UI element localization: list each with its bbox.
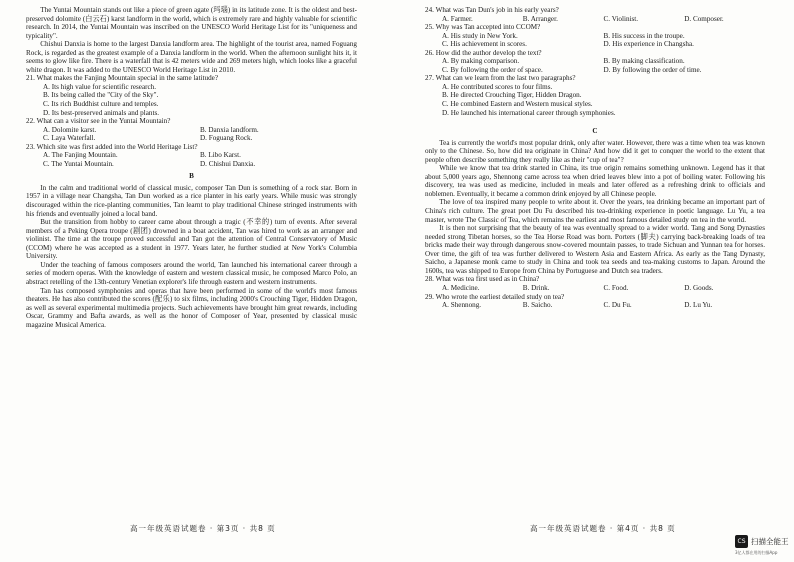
q29-option-b: B. Saicho. (522, 301, 553, 310)
tan-dun-paragraph-3: Under the teaching of famous composers around the world, Tan launched his international career through a series of modern operas. With the knowledge of eastern and western classical music, he composed Marco Polo, an abstract retelling of the 13th-century Venetian explorer's life through eastern and western instruments. (26, 260, 357, 286)
q29-option-d: D. Lu Yu. (684, 301, 713, 310)
question-25: 25. Why was Tan accepted into CCOM? (425, 23, 541, 32)
q26-options (442, 57, 765, 74)
tea-paragraph-1: Tea is currently the world's most popular drink, only after water. However, there was a time when tea was known only to the Chinese. So, how did tea originate in China? And how did it get to conquer the world to the extent that people often describe something they really like as their "cup of tea"? (425, 138, 765, 164)
tan-dun-paragraph-4: Tan has composed symphonies and operas that have been performed in some of the world's most famous theaters. He has also contributed the scores (配乐) to six films, including 2000's Crouching Tiger, Hidden Dragon, as well as several experimental multimedia projects. Such achievements have brought him great rewards, including Oscar, Grammy and Bafta awards, as well as the honor of Composer of Year, presented by classical music magazine Musical America. (26, 286, 357, 329)
question-26: 26. How did the author develop the text? (425, 48, 542, 57)
q24-option-b: B. Arranger. (522, 14, 558, 23)
q21-option-a: A. Its high value for scientific research. (43, 82, 157, 91)
q27-option-a: A. He contributed scores to four films. (442, 82, 553, 91)
watermark-subtitle: 3亿人都在用的扫描App (735, 550, 778, 555)
question-24: 24. What was Tan Dun's job in his early years? (425, 6, 559, 14)
q23-option-c: C. The Yuntai Mountain. (43, 159, 114, 168)
scanner-watermark (735, 533, 791, 558)
q24-option-a: A. Farmer. (442, 14, 473, 23)
tan-dun-paragraph-2: But the transition from hobby to career came about through a tragic (不幸的) turn of events. After several members of a Peking Opera troupe (剧团) drowned in a boat accident, Tan was hired to work as an arranger and violinist. The time at the troupe proved successful and Tan got the attention of Central Conservatory of Music (CCOM) where he was accepted as a student in 1977. Years later, he further studied at New York's Columbia University. (26, 218, 357, 261)
left-page (26, 6, 357, 329)
section-c-heading: C (592, 127, 598, 136)
danxia-paragraph: Chishui Danxia is home to the largest Danxia landform area. The highlight of the tourist area, named Foguang Rock, is regarded as the greatest example of a Danxia landform in the world. When the afternoon sunlight hits it, it seems to glow like fire. There is a waterfall that is 42 meters wide and 269 meters high, which looks like a graceful white dragon. It was added to the UNESCO World Heritage List in 2010. (26, 40, 357, 74)
q29-options (442, 301, 765, 310)
question-27: 27. What can we learn from the last two paragraphs? (425, 74, 576, 83)
q23-options (43, 151, 357, 168)
q21-option-b: B. Its being called the "City of the Sky". (43, 91, 159, 100)
q24-options (442, 15, 765, 24)
q28-option-b: B. Drink. (522, 283, 550, 292)
q26-option-a: A. By making comparison. (442, 57, 520, 66)
question-28: 28. What was tea first used as in China? (425, 275, 540, 284)
watermark-name: 扫描全能王 (751, 537, 789, 546)
q27-option-c: C. He combined Eastern and Western musical styles. (442, 100, 593, 109)
q23-option-a: A. The Fanjing Mountain. (43, 151, 118, 160)
q29-option-c: C. Du Fu. (603, 301, 632, 310)
q22-options (43, 126, 357, 143)
tea-paragraph-4: It is then not surprising that the beauty of tea was eventually spread to a wider world. Tang and Song Dynasties needed strong Tibetan horses, so the Tea Horse Road was born. Porters (脚夫) carrying back-breaking loads of tea bricks made their way through dangerous snow-covered mountain passes, to trade Sichuan and Yunnan tea for horses. Over time, the gift of tea was further delivered to Western Asia and Eastern Africa. As early as the Tang Dynasty, Saicho, a Japanese monk came to study in China and took tea seeds and tea-making customs to Japan. Around the 1600s, tea was shipped to Europe from China by Portuguese and Dutch sea traders. (425, 224, 765, 275)
q22-option-b: B. Danxia landform. (200, 125, 259, 134)
q28-options (442, 284, 765, 293)
q25-option-d: D. His experience in Changsha. (603, 40, 694, 49)
q28-option-a: A. Medicine. (442, 283, 480, 292)
q24-option-c: C. Violinist. (603, 14, 639, 23)
q23-option-b: B. Libo Karst. (200, 151, 241, 160)
q25-options (442, 32, 765, 49)
q21-option-c: C. Its rich Buddhist culture and temples. (43, 100, 159, 109)
question-21: 21. What makes the Fanjing Mountain special in the same latitude? (26, 74, 219, 83)
right-page (425, 6, 765, 310)
tea-paragraph-3: The love of tea inspired many people to write about it. Over the years, tea drinking became an important part of China's rich culture. The great poet Du Fu described his tea-drinking experience in poetic language. Lu Yu, a tea master, wrote The Classic of Tea, which remains the earliest and most famous detailed study on tea in the world. (425, 198, 765, 224)
q21-option-d: D. Its best-preserved animals and plants. (43, 108, 160, 117)
q25-option-c: C. His achievement in scores. (442, 40, 527, 49)
tea-paragraph-2: While we know that tea drink started in China, its true origin remains something unknown. Legend has it that about 5,000 years ago, Shennong came across tea when dried leaves blew into a pot of boiling water. Following his discovery, tea was used as medicine, included in meals and later offered as a refreshing drink to officials and noblemen. Eventually, it became a common drink enjoyed by all Chinese people. (425, 164, 765, 198)
q27-option-b: B. He directed Crouching Tiger, Hidden Dragon. (442, 91, 582, 100)
section-b-heading: B (189, 172, 194, 181)
question-22: 22. What can a visitor see in the Yuntai Mountain? (26, 117, 171, 126)
q22-option-d: D. Foguang Rock. (200, 134, 253, 143)
q29-option-a: A. Shennong. (442, 301, 482, 310)
q22-option-c: C. Laya Waterfall. (43, 134, 96, 143)
q28-option-d: D. Goods. (684, 283, 714, 292)
q27-option-d: D. He launched his international career through symphonies. (442, 108, 616, 117)
q25-option-a: A. His study in New York. (442, 31, 518, 40)
q25-option-b: B. His success in the troupe. (603, 31, 685, 40)
question-23: 23. Which site was first added into the World Heritage List? (26, 142, 198, 151)
tan-dun-paragraph-1: In the calm and traditional world of classical music, composer Tan Dun is something of a rock star. Born in 1957 in a village near Changsha, Tan Dun worked as a rice planter in his early years. While music was strongly discouraged within the rice-planting communities, Tan learnt to play traditional Chinese stringed instruments with his friends and eventually joined a local band. (26, 183, 357, 218)
q28-option-c: C. Food. (603, 283, 629, 292)
left-page-footer: 高一年级英语试题卷 · 第3页 · 共8 页 (130, 524, 276, 533)
q26-option-c: C. By following the order of space. (442, 65, 543, 74)
camscanner-logo-icon: CS (735, 535, 748, 548)
right-page-footer: 高一年级英语试题卷 · 第4页 · 共8 页 (530, 524, 676, 533)
question-29: 29. Who wrote the earliest detailed study on tea? (425, 292, 565, 301)
q22-option-a: A. Dolomite karst. (43, 125, 97, 134)
q26-option-d: D. By following the order of time. (603, 65, 702, 74)
q26-option-b: B. By making classification. (603, 57, 685, 66)
q23-option-d: D. Chishui Danxia. (200, 159, 256, 168)
q24-option-d: D. Composer. (684, 14, 724, 23)
yuntai-paragraph: The Yuntai Mountain stands out like a piece of green agate (玛瑙) in its latitude zone. It is the oldest and best-preserved dolomite (白云石) karst landform in the world, which is extremely rare and highly valuable for scientific research. In 2014, the Yuntai Mountain was inscribed on the UNESCO World Heritage List for its "uniqueness and typicality". (26, 6, 357, 40)
